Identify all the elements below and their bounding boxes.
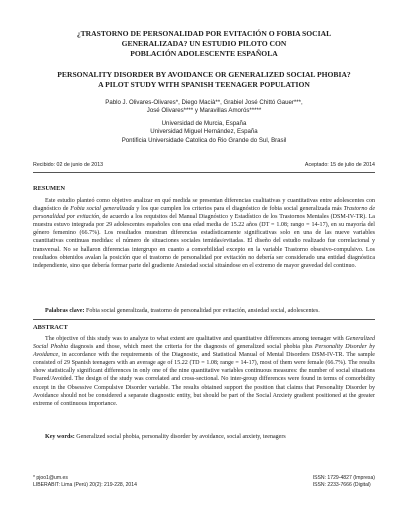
spanish-title: [40, 29, 368, 59]
accepted-date: Aceptado: 15 de julio de 2014: [304, 162, 375, 168]
palabras-clave-label: Palabras clave:: [45, 308, 85, 314]
divider: [33, 319, 375, 320]
abstract-text: The objective of this study was to analyze to what extent are qualitative and quantitative differences among teenager with: [45, 336, 346, 342]
palabras-clave: [45, 307, 375, 315]
issn-print: ISSN: 1729-4827 (Impresa): [312, 475, 375, 481]
dates-row: [33, 162, 375, 168]
keywords-label: Key words:: [45, 434, 75, 440]
abstract-italic-term: Generalized Social Phobia: [33, 336, 375, 351]
author-line: Pablo J. Olivares-Olivares*, Diego Macià**, Grabiel José Chittó Gauer***,: [105, 99, 303, 106]
abstract-italic-term: Personality Disorder by Avoidance: [33, 344, 375, 359]
english-title: [30, 70, 378, 90]
resumen-heading: RESUMEN: [33, 185, 65, 192]
abstract-heading: ABSTRACT: [33, 324, 68, 331]
resumen-italic-term: Fobia social generalizada: [70, 206, 135, 213]
abstract-text: , in accordance with the requirements of the Diagnostic, and Statistical Manual of Mental Disorders DSM-IV-TR. The sample consisted of 29 Spanish teenagers with an average age of 15.22 (TD = 1.08; range = 14-17), most of them were female (66.7%). The results show statistically significant differences in only one of the nine quantitative variables continuous measures: the number of social situations Feared/Avoided. The design of the study was correlated and cross-sectional. No inter-group differences were found in terms of comorbidity except in the Obsessive Compulsive Disorder variable. The results obtained support the position that claims that Personality Disorder by Avoidance should not be considered a separate diagnostic entity, but should be part of the Social Anxiety gradient positioned at the greater extreme of continuous importance.: [33, 352, 375, 407]
spanish-title-line: POBLACIÓN ADOLESCENTE ESPAÑOLA: [130, 49, 278, 58]
issn-digital: ISSN: 2233-7666 (Digital): [312, 482, 371, 488]
resumen-text: y los que cumplen los criterios para el diagnóstico de fobia social generalizada más: [134, 206, 344, 213]
english-title-line: A PILOT STUDY WITH SPANISH TEENAGER POPULATION: [98, 80, 310, 89]
author-line: José Olivares**** y Maravillas Amorós*****: [146, 107, 262, 115]
author-list: [50, 99, 358, 116]
spanish-title-line: ¿TRASTORNO DE PERSONALIDAD POR EVITACIÓN O FOBIA SOCIAL: [76, 29, 332, 38]
footer-left: [33, 475, 137, 489]
affiliation: Universidad Miguel Hernández, España: [150, 128, 258, 136]
abstract-text: diagnosis and those, which meet the criteria for the diagnosis of generalized social phobia plus: [68, 344, 315, 351]
affiliation-list: [50, 120, 358, 145]
received-date: Recibido: 02 de junio de 2013: [33, 162, 104, 168]
keywords-text: Generalized social phobia, personality disorder by avoidance, social anxiety, teenagers: [74, 434, 286, 440]
author-email: * pjoo1@um.es: [33, 475, 68, 481]
journal-citation: LIBERABIT: Lima (Perú) 20(2): 219-228, 2014: [33, 482, 137, 488]
footer-right: [313, 475, 375, 489]
spanish-title-line: GENERALIZADA? UN ESTUDIO PILOTO CON: [121, 39, 287, 48]
affiliation: Universidad de Murcia, España: [161, 120, 247, 127]
affiliation: Pontificia Universidade Catolica do Rio Grande do Sul, Brasil: [121, 136, 287, 144]
abstract-body: [33, 335, 375, 408]
resumen-text: , de acuerdo a los requisitos del Manual Diagnóstico y Estadístico de los Trastornos Mentales (DSM-IV-TR). La muestra estuvo integrada por 29 adolescentes españoles con una edad media de 15.22 años (DT = 1.08; rango = 14-17), en su mayoría del género femenino (66.7%). Los resultados muestran diferencias estadísticamente significativas solo en una de las nueve variables cuantitativas continuas medidas: el número de situaciones sociales temidas/evitadas. El diseño del estudio realizado fue correlacional y transversal. No se hallaron diferencias intergrupo en cuanto a comorbilidad excepto en la variable Trastorno obsesivo-compulsivo. Los resultados obtenidos avalan la posición que el trastorno de personalidad por evitación no debería ser considerado una entidad diagnóstica independiente, sino que debería formar parte del gradiente Ansiedad social situándose en el extremo de mayor gravedad del continuo.: [33, 214, 375, 269]
keywords: [45, 433, 375, 441]
resumen-italic-term: Trastorno de personalidad por evitación: [33, 206, 375, 221]
english-title-line: PERSONALITY DISORDER BY AVOIDANCE OR GENERALIZED SOCIAL PHOBIA?: [57, 70, 351, 79]
palabras-clave-text: Fobia social generalizada, trastorno de personalidad por evitación, ansiedad social, adolescentes.: [84, 308, 320, 314]
resumen-body: [33, 197, 375, 270]
divider: [33, 172, 375, 173]
resumen-text: Este estudio planteó como objetivo analizar en qué medida se presentan diferencias cualitativas y cuantitativas entre adolescentes con diagnóstico de: [33, 198, 375, 213]
